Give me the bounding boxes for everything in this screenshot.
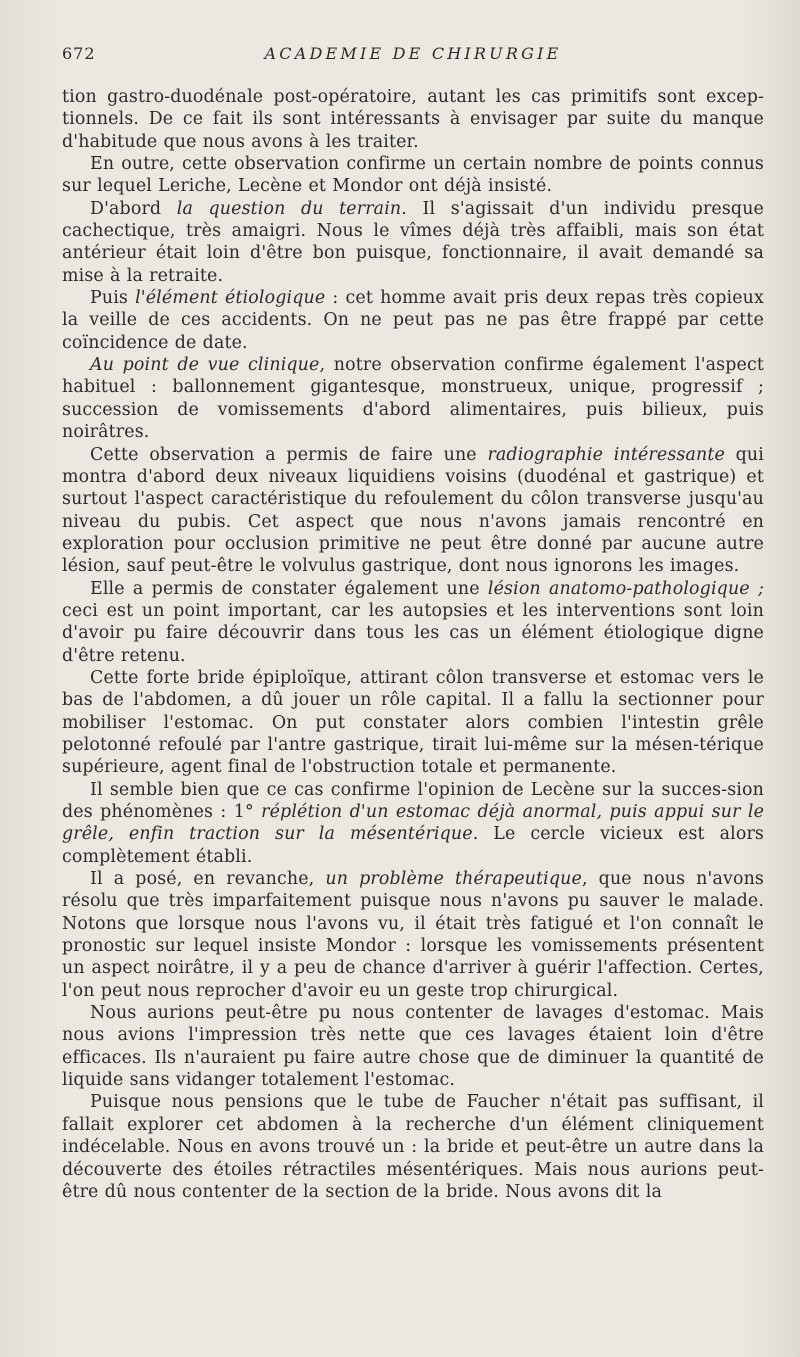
text-run: ceci est un point important, car les autopsies et les interventions sont loin d'avoir pu faire découvrir dans tous les cas un élément étiologique digne d'être retenu. [62,600,764,666]
paragraph [62,578,764,667]
text-run: . Le cercle vicieux est alors complètement établi. [62,824,764,867]
paragraph [62,868,764,1002]
italic-phrase: radiographie intéressante [487,444,725,465]
journal-title: ACADEMIE DE CHIRURGIE [264,44,562,63]
paragraph [62,198,764,287]
running-head [62,44,764,68]
text-run: Elle a permis de constater également une [90,578,488,599]
text-run: , que nous n'avons résolu que très imparfaitement puisque nous n'avons pu sauver le malade. Notons que lorsque nous l'avons vu, il était très fatigué et l'on connaît le pronostic sur lequel insiste Mondor : lorsque les vomissements présentent un aspect noirâtre, il y a peu de chance d'arriver à guérir l'affection. Certes, l'on peut nous reprocher d'avoir eu un geste trop chirurgical. [62,869,764,1001]
paragraph [62,779,764,868]
paragraph [62,354,764,443]
paragraph [62,667,764,779]
italic-phrase: la question du terrain [176,198,402,219]
italic-phrase: Au point de vue clinique [90,355,320,376]
text-run: Nous aurions peut-être pu nous contenter de lavages d'estomac. Mais nous avions l'impression très nette que ces lavages étaient loin d'être efficaces. Ils n'auraient pu faire autre chose que de diminuer la quantité de liquide sans vidanger totalement l'estomac. [62,1003,764,1091]
paragraph [62,1002,764,1091]
text-run: Cette observation a permis de faire une [90,444,488,465]
paragraph [62,1091,764,1203]
text-run: Il semble bien que ce cas confirme l'opinion de Lecène sur la succes-sion des phénomènes : 1° [62,779,764,822]
text-run: Puis [90,288,136,309]
italic-phrase: lésion anatomo-pathologique ; [487,578,764,599]
page-number: 672 [62,44,96,63]
italic-phrase: réplétion d'un estomac déjà anormal, puis appui sur le grêle, enfin traction sur la mésentérique [62,802,765,845]
text-run: tion gastro-duodénale post-opératoire, autant les cas primitifs sont excep-tionnels. De ce fait ils sont intéressants à envisager par suite du manque d'habitude que nous avons à les traiter. [62,87,764,152]
italic-phrase: un problème thérapeutique [325,869,582,890]
text-run: Il a posé, en revanche, [90,869,326,890]
italic-phrase: l'élément étiologique [135,288,326,309]
paragraph [62,153,764,198]
paragraph [62,444,764,578]
text-run: , notre observation confirme également l'aspect habituel : ballonnement gigantesque, monstrueux, unique, progressif ; succession de vomissements d'abord alimentaires, puis bilieux, puis noirâtres. [62,355,764,443]
text-run: Cette forte bride épiploïque, attirant côlon transverse et estomac vers le bas de l'abdomen, a dû jouer un rôle capital. Il a fallu la sectionner pour mobiliser l'estomac. On put constater alors combien l'intestin grêle pelotonné refoulé par l'antre gastrique, tirait lui-même sur la mésen-térique supérieure, agent final de l'obstruction totale et permanente. [62,667,764,778]
text-run: : cet homme avait pris deux repas très copieux la veille de ces accidents. On ne peut pas ne pas être frappé par cette coïncidence de date. [62,288,764,353]
text-run: En outre, cette observation confirme un certain nombre de points connus sur lequel Leriche, Lecène et Mondor ont déjà insisté. [62,154,764,197]
text-run: . Il s'agissait d'un individu presque cachectique, très amaigri. Nous le vîmes déjà très affaibli, mais son état antérieur était loin d'être bon puisque, fonctionnaire, il avait demandé sa mise à la retraite. [62,198,764,286]
paragraph [62,287,764,354]
paragraph [62,86,764,153]
text-run: Puisque nous pensions que le tube de Faucher n'était pas suffisant, il fallait explorer cet abdomen à la recherche d'un élément cliniquement indécelable. Nous en avons trouvé un : la bride et peut-être un autre dans la découverte des étoiles rétractiles mésentériques. Mais nous aurions peut-être dû nous contenter de la section de la bride. Nous avons dit la [62,1092,764,1202]
text-run: D'abord [90,198,177,219]
text-run: qui montra d'abord deux niveaux liquidiens voisins (duodénal et gastrique) et surtout l'aspect caractéristique du refoulement du côlon transverse jusqu'au niveau du pubis. Cet aspect que nous n'avons jamais rencontré en exploration pour occlusion primitive ne peut être donné par aucune autre lésion, sauf peut-être le volvulus gastrique, dont nous ignorons les images. [62,444,764,577]
body-text [62,86,764,1203]
